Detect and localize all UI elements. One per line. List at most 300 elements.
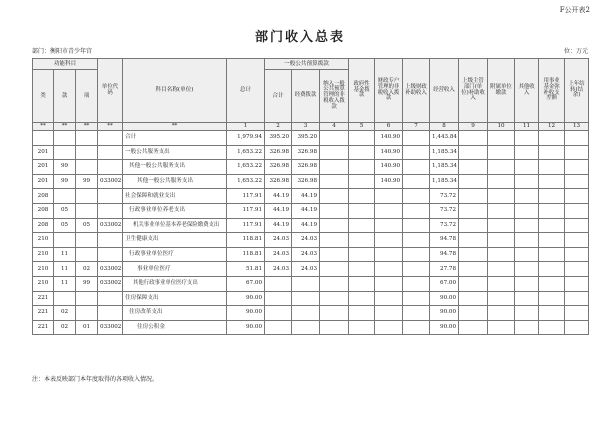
cell-grant: 395.20 — [292, 130, 320, 145]
cell-empty — [515, 276, 539, 291]
cell-empty — [320, 189, 349, 204]
cell-business: 94.78 — [430, 233, 459, 248]
cell-lei: 210 — [33, 233, 54, 248]
cell-empty — [349, 174, 375, 189]
special-account-header: 财政专户管理的非税收入拨款 — [375, 59, 403, 123]
cell-empty — [539, 174, 565, 189]
cell-special — [375, 320, 403, 335]
cell-kuan: 11 — [54, 247, 76, 262]
cell-lei: 201 — [33, 160, 54, 175]
index-cell: ** — [98, 123, 123, 131]
cell-total: 118.81 — [227, 233, 265, 248]
cell-grant: 24.03 — [292, 262, 320, 277]
cell-empty — [320, 174, 349, 189]
cell-empty — [565, 189, 589, 204]
cell-business: 67.00 — [430, 276, 459, 291]
cell-empty — [488, 160, 515, 175]
cell-grant: 326.98 — [292, 160, 320, 175]
cell-empty — [320, 291, 349, 306]
cell-kuan: 02 — [54, 320, 76, 335]
general-budget-header: 一般公共预算拨款 — [265, 59, 349, 70]
cell-grant: 24.03 — [292, 247, 320, 262]
cell-grant: 326.98 — [292, 174, 320, 189]
index-cell: 13 — [565, 123, 589, 131]
cell-name: 住房公积金 — [123, 320, 227, 335]
cell-empty — [403, 247, 430, 262]
cell-subtotal: 44.19 — [265, 189, 292, 204]
cell-subtotal — [265, 306, 292, 321]
cell-subtotal: 24.03 — [265, 262, 292, 277]
cell-kuan — [54, 145, 76, 160]
cell-empty — [565, 174, 589, 189]
cell-business: 1,185.34 — [430, 174, 459, 189]
operating-grant-header: 经费拨款 — [292, 70, 320, 123]
cell-name: 一般公共服务支出 — [123, 145, 227, 160]
cell-empty — [459, 247, 488, 262]
cell-xiang: 99 — [76, 174, 98, 189]
cell-special — [375, 218, 403, 233]
cell-empty — [515, 306, 539, 321]
xiang-header: 项 — [76, 70, 98, 123]
cell-lei — [33, 130, 54, 145]
cell-code — [98, 247, 123, 262]
cell-special — [375, 247, 403, 262]
index-cell: ** — [33, 123, 54, 131]
table-row — [33, 320, 589, 335]
cell-empty — [488, 233, 515, 248]
index-cell: 6 — [375, 123, 403, 131]
page-title: 部门收入总表 — [254, 30, 345, 45]
cell-special: 140.90 — [375, 145, 403, 160]
index-cell: 8 — [430, 123, 459, 131]
cell-grant: 44.19 — [292, 203, 320, 218]
func-subject-header: 功能科目 — [33, 59, 98, 70]
cell-empty — [539, 130, 565, 145]
fund-balance-header: 用事业基金弥补收支差额 — [539, 59, 565, 123]
cell-xiang — [76, 145, 98, 160]
cell-empty — [320, 218, 349, 233]
form-number: F公开表2 — [559, 6, 590, 14]
table-note: 注：本表反映部门本年度取得的各项收入情况。 — [32, 376, 159, 383]
subordinate-turnover-header: 上级主管部门(单位)补助收入 — [459, 59, 488, 123]
cell-empty — [565, 145, 589, 160]
cell-empty — [488, 320, 515, 335]
cell-business: 73.72 — [430, 218, 459, 233]
table-row — [33, 291, 589, 306]
index-cell: 12 — [539, 123, 565, 131]
cell-xiang — [76, 291, 98, 306]
cell-special: 140.90 — [375, 160, 403, 175]
cell-empty — [539, 233, 565, 248]
cell-subtotal: 44.19 — [265, 218, 292, 233]
cell-subtotal: 326.98 — [265, 174, 292, 189]
cell-total: 118.81 — [227, 247, 265, 262]
cell-empty — [403, 262, 430, 277]
table-row — [33, 145, 589, 160]
index-cell: 11 — [515, 123, 539, 131]
index-cell: 9 — [459, 123, 488, 131]
cell-grant: 44.19 — [292, 189, 320, 204]
cell-empty — [349, 262, 375, 277]
cell-empty — [403, 276, 430, 291]
cell-lei: 208 — [33, 203, 54, 218]
cell-empty — [565, 247, 589, 262]
cell-xiang — [76, 203, 98, 218]
cell-empty — [459, 306, 488, 321]
cell-empty — [515, 189, 539, 204]
index-cell: ** — [123, 123, 227, 131]
cell-code — [98, 203, 123, 218]
cell-total: 90.00 — [227, 306, 265, 321]
cell-empty — [515, 145, 539, 160]
cell-empty — [539, 160, 565, 175]
cell-code — [98, 189, 123, 204]
cell-empty — [403, 145, 430, 160]
index-cell: 7 — [403, 123, 430, 131]
cell-kuan: 02 — [54, 306, 76, 321]
superior-subsidy-header: 上级财政补助收入 — [403, 59, 430, 123]
cell-kuan — [54, 189, 76, 204]
cell-lei: 221 — [33, 306, 54, 321]
cell-empty — [515, 203, 539, 218]
cell-empty — [488, 262, 515, 277]
cell-business: 73.72 — [430, 189, 459, 204]
cell-kuan: 05 — [54, 218, 76, 233]
cell-grant — [292, 320, 320, 335]
cell-empty — [349, 189, 375, 204]
cell-xiang: 99 — [76, 276, 98, 291]
cell-empty — [539, 203, 565, 218]
cell-empty — [565, 291, 589, 306]
cell-business: 1,185.34 — [430, 145, 459, 160]
cell-empty — [349, 291, 375, 306]
cell-empty — [349, 247, 375, 262]
index-cell: 5 — [349, 123, 375, 131]
cell-kuan: 05 — [54, 203, 76, 218]
cell-total: 90.00 — [227, 291, 265, 306]
cell-business: 27.78 — [430, 262, 459, 277]
gov-fund-header: 政府性基金拨款 — [349, 59, 375, 123]
cell-kuan: 11 — [54, 276, 76, 291]
subject-name-header: 科目名称(单位) — [123, 59, 227, 123]
business-income-header: 经营收入 — [430, 59, 459, 123]
cell-empty — [488, 291, 515, 306]
cell-special — [375, 203, 403, 218]
cell-empty — [403, 233, 430, 248]
cell-empty — [349, 218, 375, 233]
cell-empty — [349, 145, 375, 160]
cell-empty — [349, 306, 375, 321]
cell-special — [375, 276, 403, 291]
cell-empty — [459, 291, 488, 306]
cell-code: 033002 — [98, 320, 123, 335]
cell-business: 90.00 — [430, 320, 459, 335]
cell-empty — [515, 291, 539, 306]
included-nontax-header: 纳入一般公共预算管理的非税收入拨款 — [320, 70, 349, 123]
table-row — [33, 189, 589, 204]
table-row — [33, 247, 589, 262]
cell-empty — [515, 174, 539, 189]
index-cell: 10 — [488, 123, 515, 131]
cell-total: 1,653.22 — [227, 145, 265, 160]
index-cell: 3 — [292, 123, 320, 131]
cell-empty — [403, 174, 430, 189]
cell-grant — [292, 291, 320, 306]
cell-special — [375, 262, 403, 277]
cell-xiang — [76, 247, 98, 262]
cell-name: 住房改革支出 — [123, 306, 227, 321]
cell-empty — [488, 276, 515, 291]
cell-business: 90.00 — [430, 306, 459, 321]
cell-empty — [565, 262, 589, 277]
cell-subtotal: 24.03 — [265, 233, 292, 248]
cell-empty — [488, 218, 515, 233]
cell-empty — [539, 320, 565, 335]
cell-empty — [565, 160, 589, 175]
cell-lei: 208 — [33, 189, 54, 204]
cell-name: 其他一般公共服务支出 — [123, 160, 227, 175]
unit-label: 位：万元 — [563, 48, 588, 55]
table-row — [33, 203, 589, 218]
cell-empty — [403, 203, 430, 218]
index-row — [33, 123, 589, 131]
table-row — [33, 306, 589, 321]
cell-empty — [539, 145, 565, 160]
cell-empty — [565, 306, 589, 321]
cell-name: 住房保障支出 — [123, 291, 227, 306]
cell-total: 51.81 — [227, 262, 265, 277]
cell-subtotal: 44.19 — [265, 203, 292, 218]
cell-grant: 24.03 — [292, 233, 320, 248]
total-header: 总计 — [227, 59, 265, 123]
cell-empty — [320, 276, 349, 291]
cell-empty — [515, 130, 539, 145]
income-table — [32, 58, 589, 335]
cell-code — [98, 145, 123, 160]
cell-name: 行政事业单位医疗 — [123, 247, 227, 262]
cell-empty — [320, 262, 349, 277]
cell-empty — [320, 130, 349, 145]
cell-code — [98, 291, 123, 306]
cell-empty — [539, 276, 565, 291]
table-row — [33, 233, 589, 248]
cell-lei: 201 — [33, 174, 54, 189]
lei-header: 类 — [33, 70, 54, 123]
cell-empty — [320, 233, 349, 248]
cell-empty — [349, 233, 375, 248]
cell-subtotal: 24.03 — [265, 247, 292, 262]
table-row — [33, 174, 589, 189]
cell-empty — [539, 218, 565, 233]
cell-empty — [565, 320, 589, 335]
cell-name: 机关事业单位基本养老保险缴费支出 — [123, 218, 227, 233]
cell-empty — [488, 189, 515, 204]
cell-total: 90.00 — [227, 320, 265, 335]
cell-empty — [459, 233, 488, 248]
cell-empty — [488, 130, 515, 145]
cell-name: 其他一般公共服务支出 — [123, 174, 227, 189]
cell-empty — [565, 130, 589, 145]
table-row — [33, 160, 589, 175]
cell-code — [98, 130, 123, 145]
cell-empty — [515, 247, 539, 262]
index-cell: 1 — [227, 123, 265, 131]
cell-empty — [349, 203, 375, 218]
cell-special: 140.90 — [375, 130, 403, 145]
cell-code — [98, 233, 123, 248]
cell-empty — [320, 320, 349, 335]
department-label: 部门：衡阳市青少年宫 — [32, 48, 93, 55]
kuan-header: 款 — [54, 70, 76, 123]
cell-empty — [539, 291, 565, 306]
cell-total: 117.91 — [227, 203, 265, 218]
cell-empty — [403, 320, 430, 335]
cell-empty — [403, 291, 430, 306]
cell-total: 67.00 — [227, 276, 265, 291]
table-row — [33, 262, 589, 277]
cell-empty — [320, 160, 349, 175]
cell-empty — [459, 203, 488, 218]
cell-grant: 44.19 — [292, 218, 320, 233]
cell-special — [375, 189, 403, 204]
cell-code: 033002 — [98, 262, 123, 277]
cell-business: 94.78 — [430, 247, 459, 262]
cell-empty — [565, 203, 589, 218]
cell-special — [375, 306, 403, 321]
cell-subtotal — [265, 291, 292, 306]
cell-xiang: 05 — [76, 218, 98, 233]
index-cell: ** — [76, 123, 98, 131]
cell-empty — [459, 130, 488, 145]
cell-empty — [320, 247, 349, 262]
cell-empty — [459, 160, 488, 175]
carryover-header: 上年结转(结余) — [565, 59, 589, 123]
cell-empty — [403, 189, 430, 204]
unit-code-header: 单位代码 — [98, 59, 123, 123]
cell-empty — [459, 320, 488, 335]
cell-total: 117.91 — [227, 189, 265, 204]
cell-code: 033002 — [98, 174, 123, 189]
index-cell: ** — [54, 123, 76, 131]
cell-code: 033002 — [98, 218, 123, 233]
cell-special — [375, 233, 403, 248]
cell-xiang — [76, 306, 98, 321]
cell-lei: 201 — [33, 145, 54, 160]
cell-empty — [565, 218, 589, 233]
cell-xiang — [76, 160, 98, 175]
cell-name: 社会保障和就业支出 — [123, 189, 227, 204]
cell-kuan — [54, 291, 76, 306]
cell-name: 卫生健康支出 — [123, 233, 227, 248]
cell-empty — [459, 276, 488, 291]
cell-code: 033002 — [98, 276, 123, 291]
cell-lei: 221 — [33, 320, 54, 335]
cell-empty — [459, 189, 488, 204]
cell-total: 117.91 — [227, 218, 265, 233]
cell-empty — [539, 306, 565, 321]
cell-empty — [488, 247, 515, 262]
cell-empty — [320, 306, 349, 321]
cell-empty — [539, 262, 565, 277]
cell-kuan: 99 — [54, 160, 76, 175]
cell-xiang — [76, 130, 98, 145]
table-row — [33, 130, 589, 145]
index-cell: 4 — [320, 123, 349, 131]
cell-business: 73.72 — [430, 203, 459, 218]
cell-subtotal — [265, 320, 292, 335]
cell-empty — [565, 233, 589, 248]
cell-empty — [488, 306, 515, 321]
cell-empty — [515, 233, 539, 248]
cell-empty — [539, 189, 565, 204]
table-row — [33, 276, 589, 291]
cell-business: 90.00 — [430, 291, 459, 306]
cell-lei: 208 — [33, 218, 54, 233]
index-cell: 2 — [265, 123, 292, 131]
cell-total: 1,653.22 — [227, 174, 265, 189]
cell-lei: 210 — [33, 247, 54, 262]
cell-xiang — [76, 189, 98, 204]
cell-total: 1,979.94 — [227, 130, 265, 145]
cell-empty — [320, 203, 349, 218]
cell-subtotal: 395.20 — [265, 130, 292, 145]
cell-business: 1,443.84 — [430, 130, 459, 145]
cell-code — [98, 306, 123, 321]
cell-lei: 221 — [33, 291, 54, 306]
cell-subtotal: 326.98 — [265, 160, 292, 175]
affiliated-turnover-header: 附属单位缴款 — [488, 59, 515, 123]
other-income-header: 其他收入 — [515, 59, 539, 123]
cell-empty — [349, 320, 375, 335]
cell-empty — [459, 262, 488, 277]
cell-subtotal: 326.98 — [265, 145, 292, 160]
cell-empty — [349, 276, 375, 291]
cell-business: 1,185.34 — [430, 160, 459, 175]
cell-empty — [403, 130, 430, 145]
cell-empty — [349, 130, 375, 145]
cell-special: 140.90 — [375, 174, 403, 189]
cell-kuan: 99 — [54, 174, 76, 189]
cell-kuan — [54, 130, 76, 145]
cell-empty — [515, 262, 539, 277]
cell-empty — [515, 218, 539, 233]
subtotal-header: 合计 — [265, 70, 292, 123]
cell-grant — [292, 306, 320, 321]
cell-empty — [565, 276, 589, 291]
cell-kuan: 11 — [54, 262, 76, 277]
cell-lei: 210 — [33, 276, 54, 291]
cell-empty — [349, 160, 375, 175]
cell-special — [375, 291, 403, 306]
cell-lei: 210 — [33, 262, 54, 277]
cell-xiang — [76, 233, 98, 248]
cell-code — [98, 160, 123, 175]
cell-empty — [539, 247, 565, 262]
cell-empty — [403, 306, 430, 321]
cell-empty — [488, 145, 515, 160]
cell-xiang: 02 — [76, 262, 98, 277]
cell-empty — [403, 218, 430, 233]
cell-empty — [459, 145, 488, 160]
table-row — [33, 218, 589, 233]
cell-grant: 326.98 — [292, 145, 320, 160]
cell-empty — [459, 174, 488, 189]
cell-name: 其他行政事业单位医疗支出 — [123, 276, 227, 291]
cell-empty — [488, 174, 515, 189]
cell-empty — [515, 320, 539, 335]
cell-kuan — [54, 233, 76, 248]
cell-empty — [403, 160, 430, 175]
